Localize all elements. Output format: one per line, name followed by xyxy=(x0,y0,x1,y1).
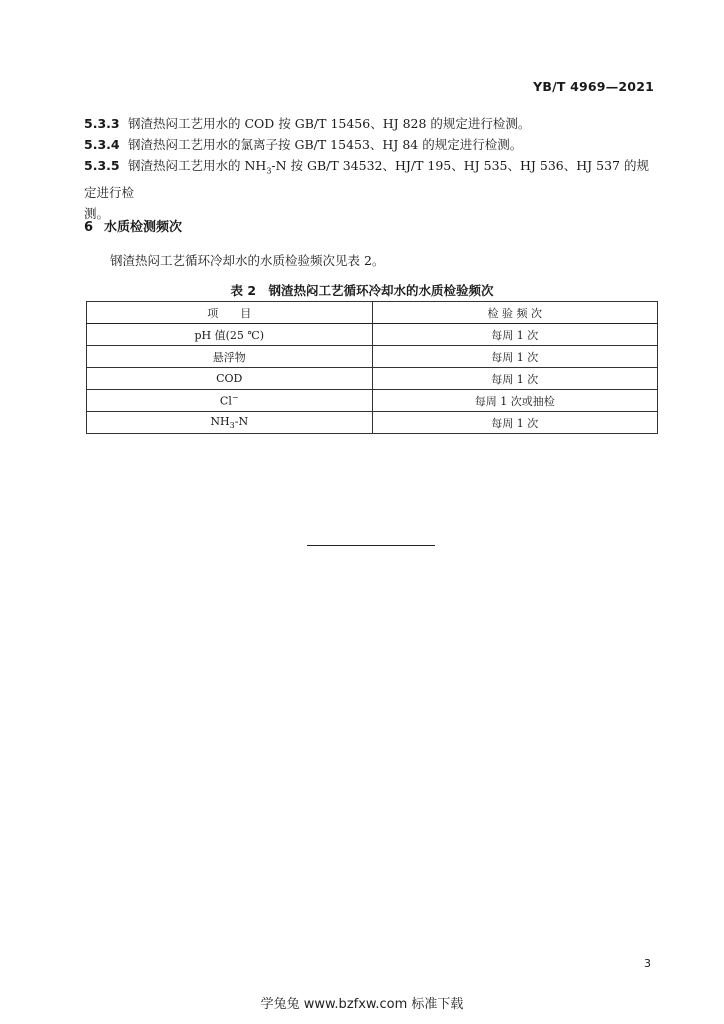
table-caption: 表 2 钢渣热闷工艺循环冷却水的水质检验频次 xyxy=(230,283,494,298)
cell-item: pH 值(25 ℃) xyxy=(87,324,373,346)
cell-item-base: NH xyxy=(210,414,230,428)
clause-text: 钢渣热闷工艺用水的氯离子按 GB/T 15453、HJ 84 的规定进行检测。 xyxy=(128,137,523,152)
watermark-text: 学兔兔 www.bzfxw.com 标准下载 xyxy=(260,997,464,1012)
header-item: 项 目 xyxy=(87,302,373,324)
cell-frequency: 每周 1 次 xyxy=(372,324,658,346)
cell-item-superscript: − xyxy=(231,393,239,403)
clause-5-3-4 xyxy=(84,134,660,155)
cell-item xyxy=(87,412,373,434)
cell-frequency: 每周 1 次 xyxy=(372,368,658,390)
cell-frequency: 每周 1 次 xyxy=(372,346,658,368)
clause-text: 钢渣热闷工艺用水的 COD 按 GB/T 15456、HJ 828 的规定进行检测。 xyxy=(128,116,531,131)
clause-number: 5.3.4 xyxy=(84,137,120,152)
table-row xyxy=(87,324,658,346)
section-title: 水质检测频次 xyxy=(104,220,183,235)
section-heading xyxy=(84,216,182,235)
header-frequency: 检 验 频 次 xyxy=(372,302,658,324)
table-row xyxy=(87,346,658,368)
clause-continuation: 测。 xyxy=(84,205,110,221)
table-header-row xyxy=(87,302,658,324)
clause-text-part1: 钢渣热闷工艺用水的 NH xyxy=(128,158,267,173)
clause-5-3-5 xyxy=(84,155,660,224)
subscript: 3 xyxy=(266,166,272,176)
cell-item: COD xyxy=(87,368,373,390)
page-number: 3 xyxy=(644,957,651,970)
frequency-table xyxy=(86,301,658,434)
cell-item: 悬浮物 xyxy=(87,346,373,368)
table-row xyxy=(87,412,658,434)
end-of-document-line xyxy=(307,545,435,546)
body-paragraph: 钢渣热闷工艺循环冷却水的水质检验频次见表 2。 xyxy=(110,253,385,268)
table-row xyxy=(87,368,658,390)
clause-number: 5.3.5 xyxy=(84,158,120,173)
cell-frequency: 每周 1 次 xyxy=(372,412,658,434)
cell-frequency: 每周 1 次或抽检 xyxy=(372,390,658,412)
cell-item-base: Cl xyxy=(219,394,232,408)
cell-item-tail: -N xyxy=(234,414,249,428)
standard-code: YB/T 4969—2021 xyxy=(533,79,654,94)
clause-5-3-3 xyxy=(84,113,660,134)
section-number: 6 xyxy=(84,220,94,235)
clause-text-part2: -N 按 GB/T 34532、HJ/T 195、HJ 535、HJ 536、HJ 537 的规定进行检 xyxy=(84,158,649,200)
cell-item xyxy=(87,390,373,412)
clause-number: 5.3.3 xyxy=(84,116,120,131)
table-row xyxy=(87,390,658,412)
cell-item-subscript: 3 xyxy=(229,421,235,431)
